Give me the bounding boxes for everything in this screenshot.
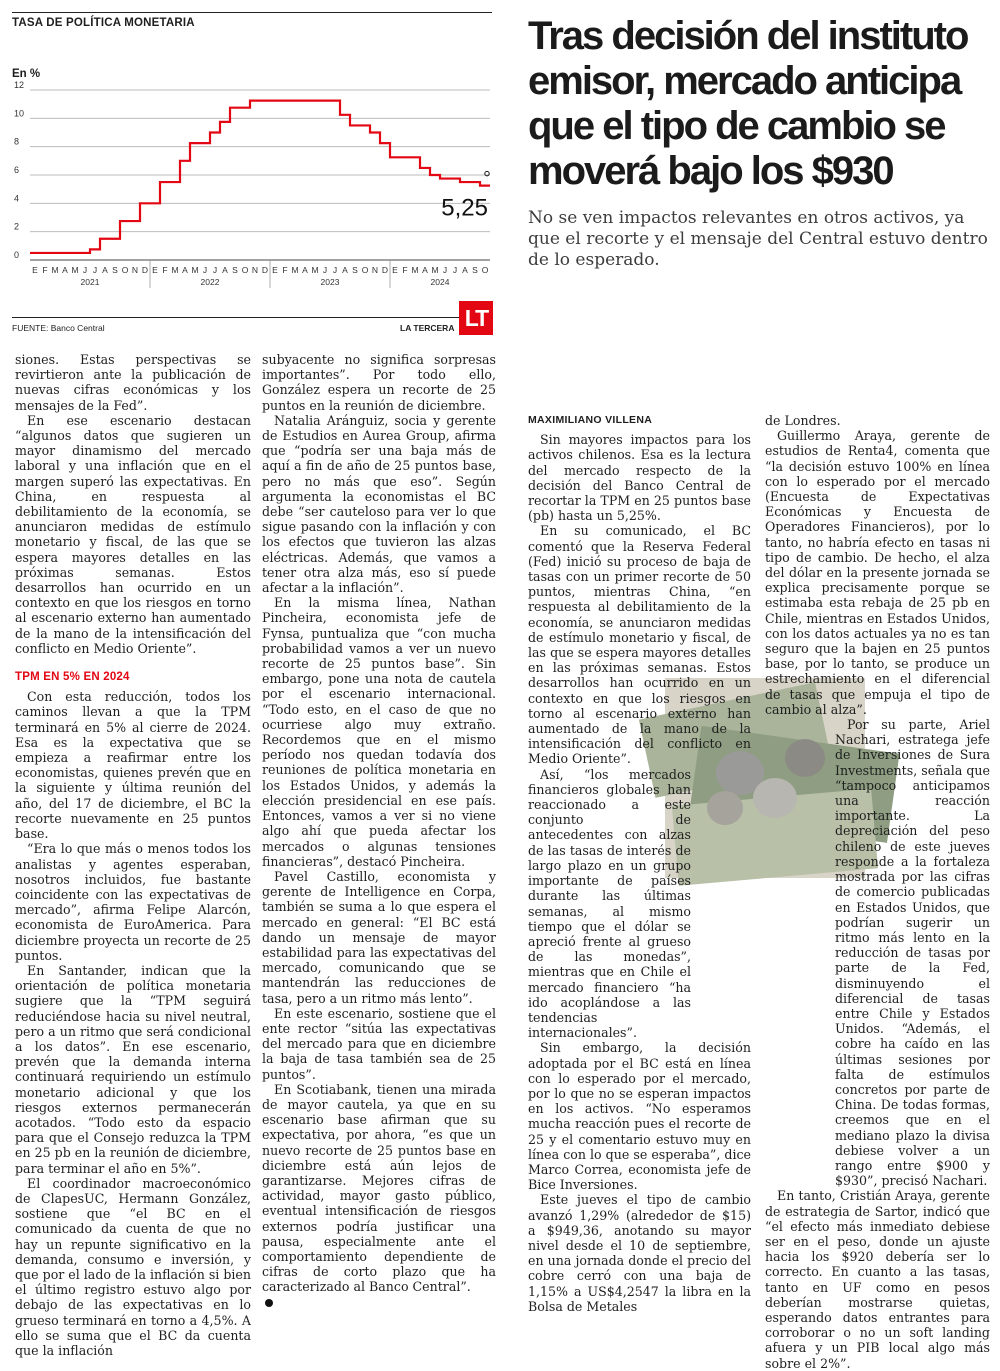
paragraph: “Era lo que más o menos todos los analistas y agentes esperaban, nosotros incluidos, fue bastante coincidente con las expectativas de mercado”, afirma Felipe Alarcón, economista de EuroAmerica. Para diciembre proyecta un recorte de 25 puntos. <box>15 841 251 963</box>
x-tick-label: M <box>171 265 178 275</box>
chart-plot <box>12 82 492 297</box>
x-tick-label: J <box>333 265 337 275</box>
x-year-label: 2021 <box>81 277 100 287</box>
paragraph: Guillermo Araya, gerente de estudios de Renta4, comenta que “la decisión estuvo 100% en línea con lo esperado por el mercado (Encuesta de Expectativas Económicas y Encuesta de Operadores Financieros), por lo tanto, no habría efecto en tasas ni tipo de cambio. De hecho, el alza del dólar en la presente jornada se explica precisamente porque se estimaba esta rebaja de 25 pb en Chile, mientras en Estados Unidos, con los datos actuales ya no es tan seguro que la bajen en 25 puntos base, por lo tanto, se produce un estrechamiento en el diferencial de tasas que empuja el tipo de cambio al alza”. <box>765 428 990 717</box>
x-year-label: 2023 <box>321 277 340 287</box>
x-tick-label: O <box>482 265 489 275</box>
x-tick-label: A <box>342 265 348 275</box>
paragraph: Natalia Aránguiz, socia y gerente de Estudios en Aurea Group, afirma que “podría ser una baja más de aquí a fin de año de 25 puntos base, pero no más que eso”. Según argumenta la economistas el BC debe “ser cauteloso para ver lo que sigue pasando con la inflación y con los efectos que tuvieron las alzas eléctricas. Además, que vamos a tener otra alza más, eso sí puede afectar a la inflación”. <box>262 413 496 595</box>
x-tick-label: F <box>282 265 287 275</box>
x-tick-label: S <box>472 265 478 275</box>
x-tick-label: N <box>372 265 378 275</box>
x-tick-label: M <box>431 265 438 275</box>
chart-source: FUENTE: Banco Central <box>12 323 105 333</box>
publisher-name: LA TERCERA <box>400 323 454 333</box>
x-year-label: 2024 <box>431 277 450 287</box>
article-headline: Tras decisión del instituto emisor, mercado anticipa que el tipo de cambio se moverá bajo los $930 <box>528 14 988 194</box>
x-tick-label: O <box>362 265 369 275</box>
x-tick-label: A <box>302 265 308 275</box>
article-deck: No se ven impactos relevantes en otros activos, ya que el recorte y el mensaje del Central estuvo dentro de lo esperado. <box>528 208 988 271</box>
x-tick-label: J <box>443 265 447 275</box>
x-tick-label: A <box>62 265 68 275</box>
y-tick-label: 8 <box>14 137 19 147</box>
x-tick-label: J <box>213 265 217 275</box>
x-tick-label: D <box>262 265 268 275</box>
article-column-4 <box>765 413 990 1371</box>
paragraph: En la misma línea, Nathan Pincheira, economista jefe de Fynsa, puntualiza que “con mucha probabilidad vamos a ver un nuevo recorte de 25 puntos base”. Sin embargo, pone una nota de cautela por el escenario internacional. “Todo esto, en el caso de que no ocurriese algo muy extraño. Recordemos que en el mismo período nos quedan todavía dos reuniones de política monetaria en los Estados Unidos, y además la elección presidencial en ese país. Entonces, vamos a ver si no viene algo ahí que pueda afectar los mercados o algunas tensiones financieras”, destacó Pincheira. <box>262 595 496 869</box>
paragraph: En su comunicado, el BC comentó que la Reserva Federal (Fed) inició su proceso de baja de tasas con un primer recorte de 50 puntos, mientras China, “en respuesta al debilitamiento de la economía, se anunciaron medidas de estímulo monetario y fiscal, de las que se espera mayores detalles en las próximas semanas. Estos desarrollos han ocurrido en un contexto en que los riesgos en torno al escenario externo han aumentado de la mano de la intensificación del conflicto en Medio Oriente”. <box>528 523 751 766</box>
x-tick-label: D <box>142 265 148 275</box>
x-tick-label: S <box>112 265 118 275</box>
x-tick-label: A <box>182 265 188 275</box>
x-tick-label: O <box>122 265 129 275</box>
x-tick-label: A <box>422 265 428 275</box>
paragraph: de Londres. <box>765 413 990 428</box>
y-tick-label: 12 <box>14 80 24 90</box>
x-tick-label: O <box>242 265 249 275</box>
x-tick-label: E <box>152 265 158 275</box>
x-tick-label: J <box>323 265 327 275</box>
paragraph: El coordinador macroeconómico de ClapesUC, Hermann González, sostiene que “el BC en el comunicado da cuenta de que no hay un repunte significativo en la demanda, consumo e inversión, y que por el lado de la inflación si bien el último registro estuvo algo por debajo de las expectativas en lo grueso terminará en torno a 4,5%. A ello se suma que el BC da cuenta que la inflación <box>15 1176 251 1358</box>
x-tick-label: J <box>203 265 207 275</box>
x-tick-label: M <box>71 265 78 275</box>
paragraph: Con esta reducción, todos los caminos llevan a que la TPM terminará en 5% al cierre de 2024. Esa es la expectativa que se empieza a reafirmar entre los economistas, quienes prevén que en la siguiente y última reunión del año, del 17 de diciembre, el BC la recorte nuevamente en 25 puntos base. <box>15 689 251 841</box>
x-tick-label: F <box>402 265 407 275</box>
x-tick-label: J <box>83 265 87 275</box>
paragraph: En Santander, indican que la orientación de política monetaria sugiere que la “TPM seguirá reduciéndose hacia su nivel neutral, pero a un ritmo que será condicional a los datos”. En ese escenario, prevén que la demanda interna continuará requiriendo un estímulo monetario adicional y que los riesgos externos permanecerán acotados. “Todo esto da espacio para que el Consejo reduzca la TPM en 25 pb en la reunión de diciembre, para terminar el año en 5%”. <box>15 963 251 1176</box>
la-tercera-logo: LT <box>459 301 493 335</box>
y-tick-label: 10 <box>14 108 24 118</box>
paragraph: Sin mayores impactos para los activos chilenos. Esa es la lectura del mercado respecto de la decisión del Banco Central de recortar la TPM en 25 puntos base (pb) hasta un 5,25%. <box>528 432 751 523</box>
x-tick-label: M <box>191 265 198 275</box>
x-tick-label: E <box>272 265 278 275</box>
chart-bottom-rule <box>12 317 492 318</box>
x-tick-label: N <box>252 265 258 275</box>
x-tick-label: F <box>42 265 47 275</box>
y-tick-label: 6 <box>14 165 19 175</box>
x-tick-label: M <box>51 265 58 275</box>
x-tick-label: E <box>32 265 38 275</box>
x-tick-label: F <box>162 265 167 275</box>
paragraph: siones. Estas perspectivas se revirtieron ante la publicación de nuevas cifras económicas y los mensajes de la Fed”. <box>15 352 251 413</box>
x-tick-label: S <box>352 265 358 275</box>
x-tick-label: M <box>311 265 318 275</box>
x-tick-label: D <box>382 265 388 275</box>
x-tick-label: J <box>453 265 457 275</box>
section-subheading: TPM EN 5% EN 2024 <box>15 670 251 685</box>
paragraph: Por su parte, Ariel Nachari, estratega jefe de Inversiones de Sura Investments, señala que “tampoco anticipamos una reacción importante. La depreciación del peso chileno de este jueves responde a la fortaleza mostrada por las cifras de comercio publicadas en Estados Unidos, que podrían sugerir un ritmo más lento en la reducción de tasas por parte de la Fed, disminuyendo el diferencial de tasas entre Chile y Estados Unidos. “Además, el cobre ha caído en las últimas sesiones por falta de estímulos concretos por parte de China. De todas formas, creemos que en el mediano plazo la divisa debiese volver a un rango entre $900 y $930”, precisó Nachari. <box>765 717 990 1188</box>
paragraph: En este escenario, sostiene que el ente rector “sitúa las expectativas del mercado para que en diciembre la baja de tasa también sea de 25 puntos”. <box>262 1006 496 1082</box>
byline: MAXIMILIANO VILLENA <box>528 413 751 428</box>
paragraph: En ese escenario destacan “algunos datos que sugieren un mayor dinamismo del mercado laboral y una inflación que en el margen superó las expectativas. En China, en respuesta al debilitamiento de la economía, se anunciaron medidas de estímulo monetario y fiscal, de las que se espera mayores detalles en las próximas semanas. Estos desarrollos han ocurrido en un contexto en que los riesgos en torno al escenario externo han aumentado de la mano de la intensificación del conflicto en Medio Oriente”. <box>15 413 251 656</box>
paragraph: Sin embargo, la decisión adoptada por el BC está en línea con lo esperado por el mercado, por lo que no se esperan impactos en los activos. “No esperamos mucha reacción pues el recorte de 25 y el comentario estuvo muy en línea con lo que se esperaba”, dice Marco Correa, economista jefe de Bice Inversiones. <box>528 1040 751 1192</box>
article-column-3 <box>528 413 751 1314</box>
y-tick-label: 2 <box>14 222 19 232</box>
x-tick-label: S <box>232 265 238 275</box>
paragraph: Pavel Castillo, economista y gerente de Intelligence en Corpa, también se suma a lo que espera el mercado en general: “El BC está dando un mensaje de mayor estabilidad para las expectativas del mercado, comunicando que se mantendrán las reducciones de tasa, pero a un ritmo más lento”. <box>262 869 496 1006</box>
y-tick-label: 0 <box>14 250 19 260</box>
x-tick-label: M <box>291 265 298 275</box>
paragraph: En Scotiabank, tienen una mirada de mayor cautela, ya que en su escenario base afirman que su expectativa, por ahora, “es que un nuevo recorte de 25 puntos base en diciembre está aún lejos de garantizarse. Mejores cifras de actividad, mayor gasto público, eventual intensificación de riesgos externos podría justificar una pausa, especialmente ante el comportamiento dependiente de cifras de corto plazo que ha caracterizado al Banco Central”. <box>262 1082 496 1295</box>
x-tick-label: E <box>392 265 398 275</box>
article-column-2 <box>262 352 496 1310</box>
article-column-1 <box>15 352 251 1358</box>
paragraph: subyacente no significa sorpresas importantes”. Por todo ello, González espera un recorte de 25 puntos en la reunión de diciembre. <box>262 352 496 413</box>
x-tick-label: A <box>222 265 228 275</box>
x-tick-label: A <box>462 265 468 275</box>
paragraph: En tanto, Cristián Araya, gerente de estrategia de Sartor, indicó que “el efecto más inmediato debiese ser en el peso, donde un ajuste hacia los $920 debería ser lo correcto. En cuanto a las tasas, tanto en UF como en pesos deberían mostrarse quietas, esperando datos entrantes para corroborar o no un soft landing afuera y un PIB local algo más sobre el 2%”. <box>765 1188 990 1370</box>
paragraph: Este jueves el tipo de cambio avanzó 1,29% (alrededor de $15) a $949,36, anotando su mayor nivel desde el 10 de septiembre, en una jornada donde el precio del cobre cerró con una baja de 1,15% a US$4,2547 la libra en la Bolsa de Metales <box>528 1192 751 1314</box>
chart-top-rule <box>12 12 492 13</box>
paragraph: Así, “los mercados financieros globales han reaccionado a este conjunto de antecedentes con alzas de las tasas de interés de largo plazo en un grupo importante de países durante las últimas semanas, al mismo tiempo que el dólar se apreció frente al grueso de las monedas”, mientras que en Chile el mercado financiero “ha ido acoplándose a las tendencias internacionales”. <box>528 767 751 1041</box>
x-tick-label: A <box>102 265 108 275</box>
x-tick-label: M <box>411 265 418 275</box>
x-year-label: 2022 <box>201 277 220 287</box>
series-line-tpm <box>30 101 490 253</box>
chart-title: TASA DE POLÍTICA MONETARIA <box>12 17 195 29</box>
x-tick-label: N <box>132 265 138 275</box>
chart-unit-label: En % <box>12 68 40 80</box>
end-of-article-icon <box>265 1299 273 1307</box>
y-tick-label: 4 <box>14 193 19 203</box>
x-tick-label: J <box>93 265 97 275</box>
tpm-chart <box>12 12 492 330</box>
last-value-label: 5,25 <box>441 195 488 222</box>
